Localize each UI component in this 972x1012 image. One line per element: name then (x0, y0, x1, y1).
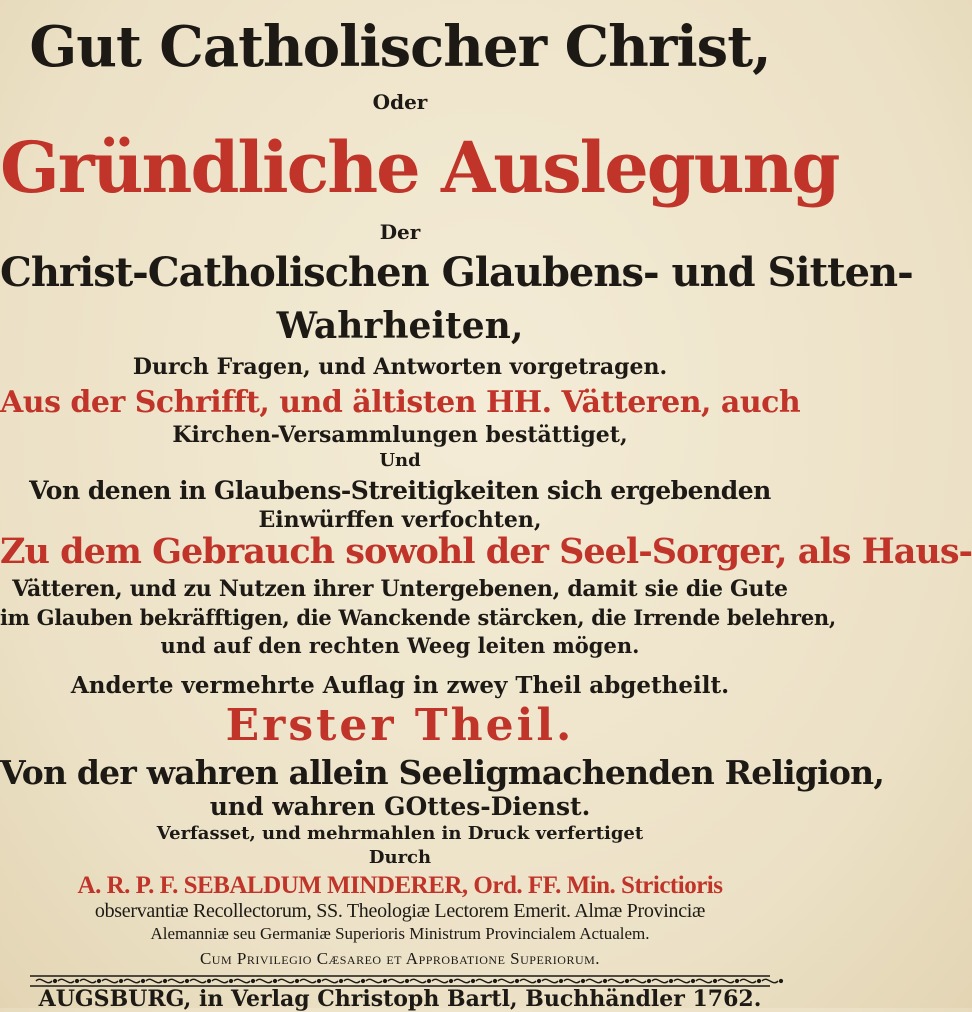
author-title-1: observantiæ Recollectorum, SS. Theologiæ Lectorem Emerit. Almæ Provinciæ (94, 900, 706, 922)
title-line-glaubens: Christ-Catholischen Glaubens- und Sitten- (0, 249, 913, 296)
text-vaetteren: Vätteren, und zu Nutzen ihrer Untergebenen, damit sie die Gute (12, 576, 788, 602)
text-schrifft-red: Aus der Schrifft, und ältisten HH. Vätteren, auch (0, 385, 801, 420)
author-name-red: A. R. P. F. SEBALDUM MINDERER, Ord. FF. Min. Strictioris (77, 872, 723, 899)
author-title-2: Alemanniæ seu Germaniæ Superioris Ministrum Provincialem Actualem. (150, 924, 650, 943)
text-einwuerffen: Einwürffen verfochten, (258, 507, 542, 533)
part-heading-red: Erster Theil. (225, 700, 575, 751)
conjunction-oder: Oder (372, 90, 428, 114)
title-line-wahrheiten: Wahrheiten, (276, 305, 524, 347)
imprint-line: AUGSBURG, in Verlag Christoph Bartl, Buchhändler 1762. (38, 986, 762, 1012)
part-title-gottesdienst: und wahren GOttes-Dienst. (209, 792, 591, 821)
privilege-line: Cum Privilegio Cæsareo et Approbatione Superiorum. (199, 949, 601, 968)
subtitle-red: Gründliche Auslegung (0, 126, 839, 209)
part-title-religion: Von der wahren allein Seeligmachenden Religion, (0, 753, 885, 792)
text-kirchen: Kirchen-Versammlungen bestättiget, (172, 422, 628, 448)
text-gebrauch-red: Zu dem Gebrauch sowohl der Seel-Sorger, als Haus- (0, 531, 972, 572)
main-title: Gut Catholischer Christ, (29, 14, 771, 80)
text-durch: Durch (368, 847, 432, 868)
text-weeg: und auf den rechten Weeg leiten mögen. (160, 633, 640, 658)
text-verfasset: Verfasset, und mehrmahlen in Druck verfertiget (156, 823, 644, 844)
text-glauben: im Glauben bekräfftigen, die Wanckende stärcken, die Irrende belehren, (0, 605, 836, 630)
text-streitigkeiten: Von denen in Glaubens-Streitigkeiten sich ergebenden (29, 476, 771, 505)
text-fragen: Durch Fragen, und Antworten vorgetragen. (132, 354, 668, 380)
article-der: Der (379, 220, 421, 244)
text-und: Und (379, 450, 421, 471)
text-auflag: Anderte vermehrte Auflag in zwey Theil abgetheilt. (70, 672, 730, 699)
